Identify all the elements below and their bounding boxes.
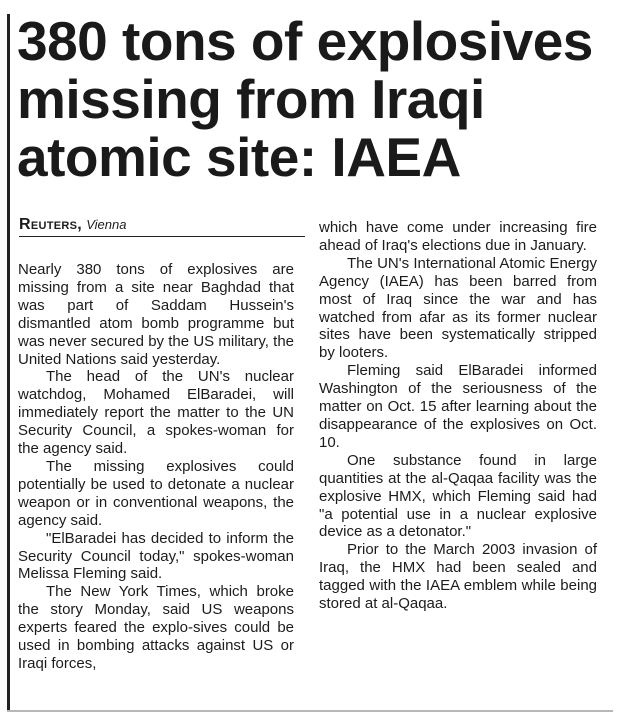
paragraph: The UN's International Atomic Energy Agency (IAEA) has been barred from most of Iraq since the war and has watched from afar as its former nuclear sites have been systematically stripped by looters. (319, 254, 597, 362)
headline-line-1: 380 tons of explosives (17, 10, 593, 72)
paragraph: The New York Times, which broke the story Monday, said US weapons experts feared the explo-sives could be used in bombing attacks against US or Iraqi forces, (18, 583, 294, 672)
headline-line-3: atomic site: IAEA (17, 126, 461, 188)
article-column-right (319, 219, 597, 613)
bottom-rule (7, 710, 613, 712)
paragraph: The head of the UN's nuclear watchdog, Mohamed ElBaradei, will immediately report the matter to the UN Security Council, a spokes-woman for the agency said. (18, 368, 294, 458)
byline (19, 216, 305, 237)
paragraph: which have come under increasing fire ahead of Iraq's elections due in January. (319, 219, 597, 254)
byline-place: Vienna (86, 217, 127, 232)
paragraph: Nearly 380 tons of explosives are missing from a site near Baghdad that was part of Saddam Hussein's dismantled atom bomb programme but was never secured by the US military, the United Nations said yesterday. (18, 261, 294, 368)
paragraph: Fleming said ElBaradei informed Washington of the seriousness of the matter on Oct. 15 after learning about the disappearance of the explosives on Oct. 10. (319, 362, 597, 451)
paragraph: The missing explosives could potentially be used to detonate a nuclear weapon or in conventional weapons, the agency said. (18, 457, 294, 529)
paragraph: Prior to the March 2003 invasion of Iraq, the HMX had been sealed and tagged with the IAEA emblem while being stored at al-Qaqaa. (319, 541, 597, 613)
byline-agency: Reuters, (19, 216, 83, 233)
article-headline (17, 12, 613, 186)
article-column-left (18, 261, 294, 673)
paragraph: One substance found in large quantities at the al-Qaqaa facility was the explosive HMX, which Fleming said had "a potential use in a nuclear explosive device as a detonator." (319, 451, 597, 541)
paragraph: "ElBaradei has decided to inform the Security Council today," spokes-woman Melissa Fleming said. (18, 529, 294, 583)
headline-line-2: missing from Iraqi (17, 68, 485, 130)
column-rule-left (7, 14, 10, 710)
